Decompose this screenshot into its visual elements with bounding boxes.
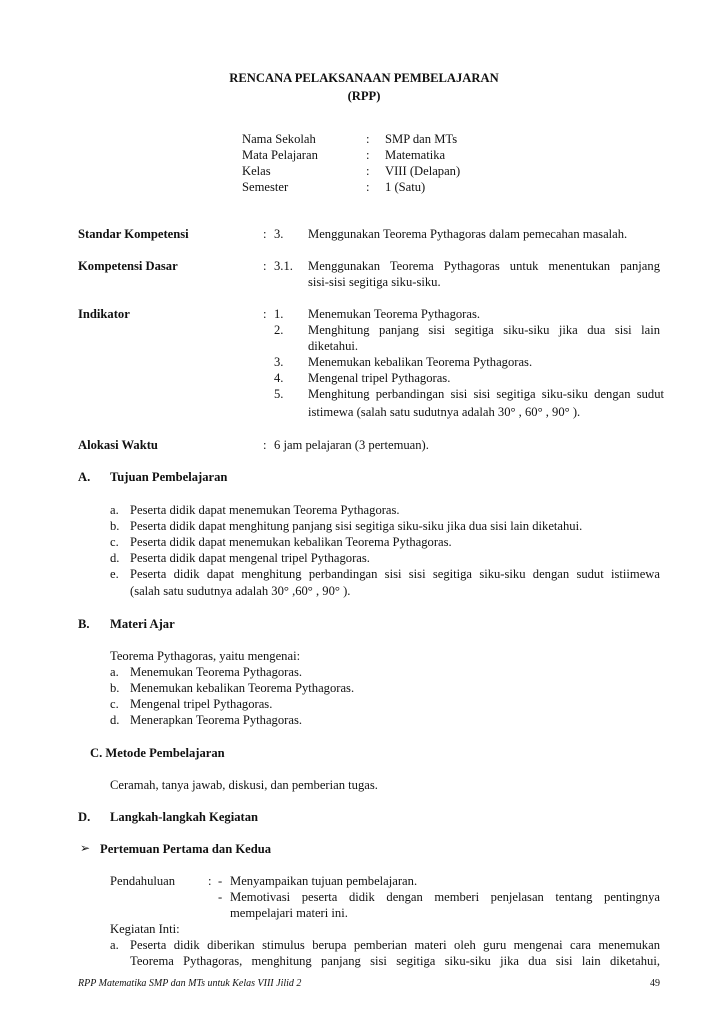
alokasi-text: 6 jam pelajaran (3 pertemuan).: [274, 438, 429, 452]
indikator-text: istimewa (salah satu sudutnya adalah 30° , 60° , 90° ).: [308, 405, 581, 419]
section-letter: A.: [78, 470, 91, 484]
pertemuan-heading: Pertemuan Pertama dan Kedua: [100, 842, 272, 856]
identity-sep: :: [366, 132, 370, 146]
identity-sep: :: [366, 148, 370, 162]
indikator-num: 3.: [274, 355, 284, 369]
page-number: 49: [650, 978, 660, 989]
indikator-text: Menemukan kebalikan Teorema Pythagoras.: [308, 355, 533, 369]
list-mark: a.: [110, 938, 119, 952]
list-item: Mengenal tripel Pythagoras.: [130, 697, 273, 711]
identity-label: Semester: [242, 180, 289, 194]
list-item: Peserta didik dapat menemukan Teorema Pythagoras.: [130, 503, 400, 517]
identity-sep: :: [366, 164, 370, 178]
pendahuluan-item: mempelajari materi ini.: [230, 906, 348, 920]
indikator-text: Menemukan Teorema Pythagoras.: [308, 307, 481, 321]
dash: -: [218, 890, 223, 904]
footer-title: RPP Matematika SMP dan MTs untuk Kelas VIII Jilid 2: [78, 978, 302, 989]
identity-label: Nama Sekolah: [242, 132, 316, 146]
pendahuluan-label: Pendahuluan: [110, 874, 176, 888]
indikator-num: 1.: [274, 307, 284, 321]
inti-item: Peserta didik diberikan stimulus berupa pemberian materi oleh guru mengenai cara menemukan: [130, 938, 660, 952]
dash: -: [218, 874, 223, 888]
alokasi-sep: :: [263, 438, 267, 452]
list-item: Peserta didik dapat menghitung panjang sisi segitiga siku-siku jika dua sisi lain diketahui.: [130, 519, 583, 533]
identity-value: VIII (Delapan): [385, 164, 461, 178]
arrow-bullet-icon: ➢: [80, 841, 91, 855]
indikator-text: Mengenal tripel Pythagoras.: [308, 371, 451, 385]
list-mark: d.: [110, 713, 120, 727]
list-item: Menemukan Teorema Pythagoras.: [130, 665, 303, 679]
section-heading: C. Metode Pembelajaran: [90, 746, 225, 760]
list-item: Peserta didik dapat menghitung perbandingan sisi sisi segitiga siku-siku dengan sudut istiimewa: [130, 567, 660, 581]
list-mark: a.: [110, 665, 119, 679]
standar-text: Menggunakan Teorema Pythagoras dalam pemecahan masalah.: [308, 227, 628, 241]
kompetensi-sep: :: [263, 259, 267, 273]
pendahuluan-item: Menyampaikan tujuan pembelajaran.: [230, 874, 418, 888]
indikator-num: 4.: [274, 371, 284, 385]
indikator-text: diketahui.: [308, 339, 359, 353]
inti-item: Teorema Pythagoras, menghitung panjang sisi segitiga siku-siku jika dua sisi lain diketahui,: [130, 954, 660, 968]
materi-intro: Teorema Pythagoras, yaitu mengenai:: [110, 649, 301, 663]
identity-label: Kelas: [242, 164, 271, 178]
identity-sep: :: [366, 180, 370, 194]
list-mark: e.: [110, 567, 119, 581]
kompetensi-label: Kompetensi Dasar: [78, 259, 178, 273]
list-mark: c.: [110, 697, 119, 711]
list-mark: b.: [110, 519, 120, 533]
inti-label: Kegiatan Inti:: [110, 922, 180, 936]
list-item: Menemukan kebalikan Teorema Pythagoras.: [130, 681, 355, 695]
indikator-label: Indikator: [78, 307, 130, 321]
kompetensi-num: 3.1.: [274, 259, 293, 273]
identity-value: SMP dan MTs: [385, 132, 458, 146]
identity-label: Mata Pelajaran: [242, 148, 318, 162]
pendahuluan-item: Memotivasi peserta didik dengan memberi penjelasan tentang pentingnya: [230, 890, 660, 904]
list-item: (salah satu sudutnya adalah 30° ,60° , 90° ).: [130, 584, 351, 598]
list-mark: d.: [110, 551, 120, 565]
indikator-num: 2.: [274, 323, 284, 337]
page-subtitle: (RPP): [347, 89, 381, 103]
indikator-text: Menghitung perbandingan sisi sisi segitiga siku-siku dengan sudut: [308, 387, 664, 401]
identity-value: Matematika: [385, 148, 446, 162]
indikator-sep: :: [263, 307, 267, 321]
indikator-text: Menghitung panjang sisi segitiga siku-siku jika dua sisi lain: [308, 323, 660, 337]
indikator-num: 5.: [274, 387, 284, 401]
standar-label: Standar Kompetensi: [78, 227, 189, 241]
standar-num: 3.: [274, 227, 284, 241]
list-item: Menerapkan Teorema Pythagoras.: [130, 713, 302, 727]
section-heading: Langkah-langkah Kegiatan: [110, 810, 259, 824]
kompetensi-line: Menggunakan Teorema Pythagoras untuk menentukan panjang: [308, 259, 660, 273]
list-mark: b.: [110, 681, 120, 695]
list-mark: c.: [110, 535, 119, 549]
section-heading: Materi Ajar: [110, 617, 175, 631]
kompetensi-line: sisi-sisi segitiga siku-siku.: [308, 275, 441, 289]
metode-text: Ceramah, tanya jawab, diskusi, dan pemberian tugas.: [110, 778, 378, 792]
section-letter: D.: [78, 810, 91, 824]
alokasi-label: Alokasi Waktu: [78, 438, 158, 452]
section-letter: B.: [78, 617, 90, 631]
list-item: Peserta didik dapat menemukan kebalikan Teorema Pythagoras.: [130, 535, 452, 549]
page-title: RENCANA PELAKSANAAN PEMBELAJARAN: [229, 71, 499, 85]
list-mark: a.: [110, 503, 119, 517]
standar-sep: :: [263, 227, 267, 241]
section-heading: Tujuan Pembelajaran: [110, 470, 228, 484]
list-item: Peserta didik dapat mengenal tripel Pythagoras.: [130, 551, 370, 565]
pendahuluan-sep: :: [208, 874, 212, 888]
identity-value: 1 (Satu): [385, 180, 426, 194]
